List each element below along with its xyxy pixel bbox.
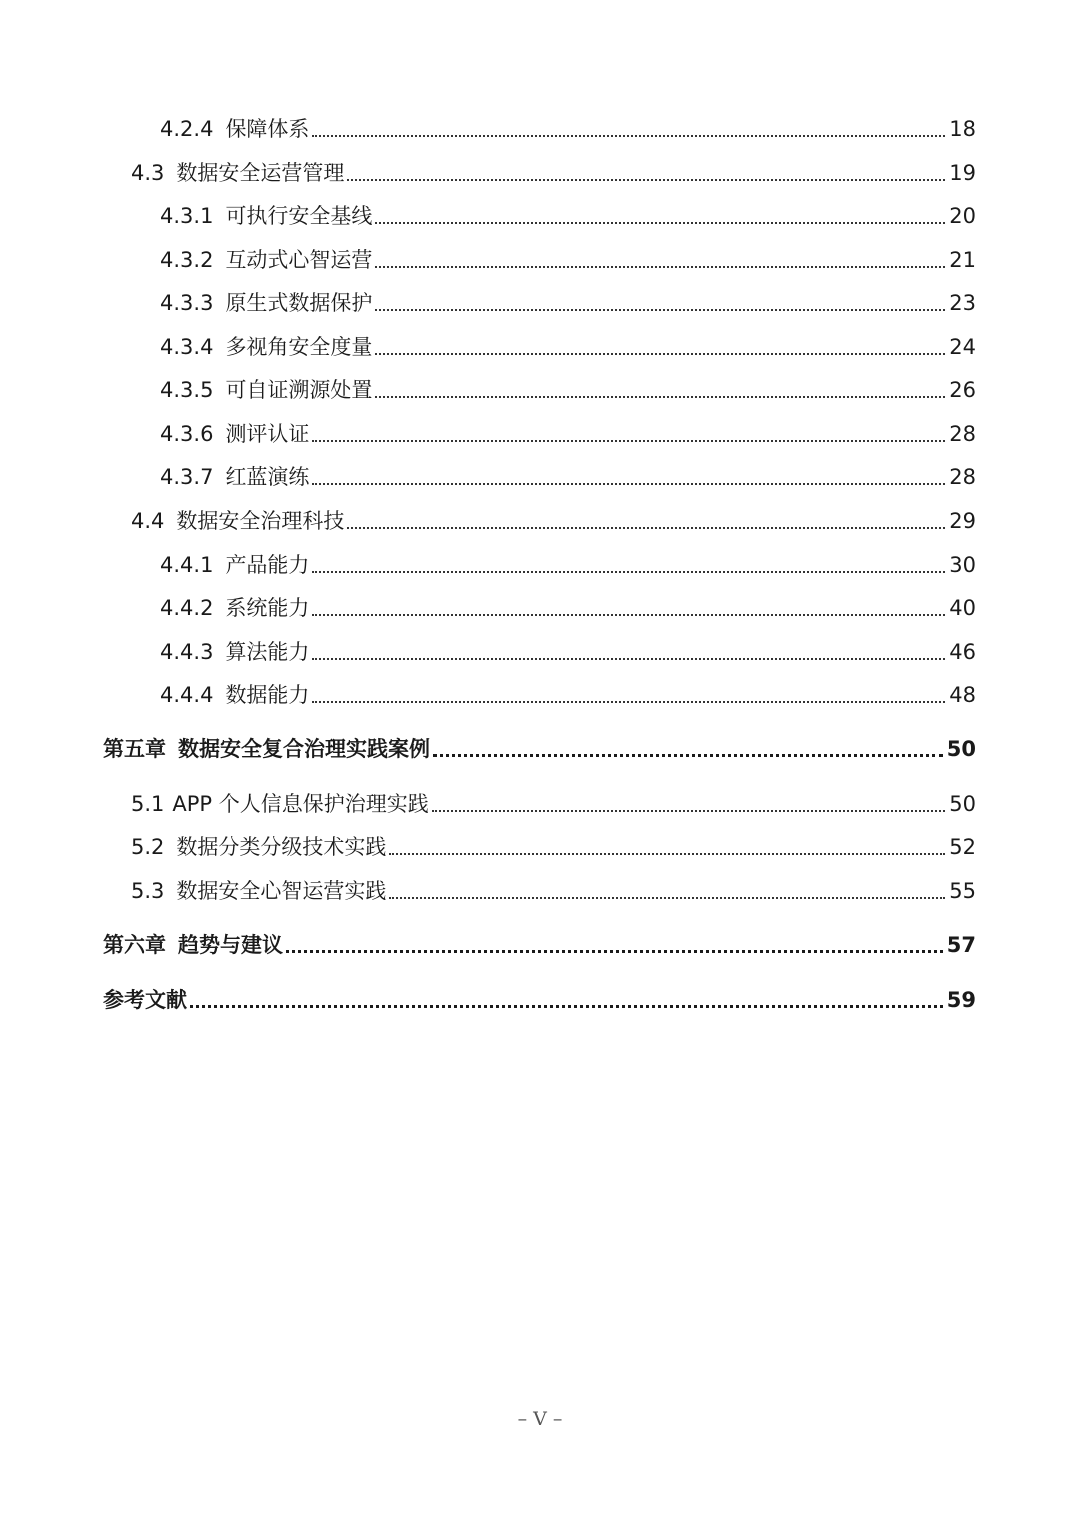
- dot-leader: [375, 201, 945, 231]
- dot-leader: [375, 245, 945, 275]
- toc-entry-title: 数据分类分级技术实践: [176, 835, 387, 859]
- toc-entry-number: 第六章: [103, 933, 166, 957]
- toc-entry-page: 28: [949, 422, 976, 446]
- toc-entry-number: 5.2: [131, 835, 165, 859]
- toc-entry-title: 保障体系: [225, 117, 310, 141]
- toc-entry-chapter-5[interactable]: [103, 734, 976, 764]
- toc-entry-page: 50: [946, 737, 976, 761]
- toc-entry-page: 23: [949, 291, 976, 315]
- dot-leader: [312, 593, 945, 623]
- toc-entry-5-3[interactable]: [131, 876, 976, 906]
- toc-entry-4-3-5[interactable]: [160, 375, 976, 405]
- dot-leader: [389, 876, 945, 906]
- toc-entry-page: 52: [949, 835, 976, 859]
- toc-entry-page: 55: [949, 879, 976, 903]
- toc-entry-page: 28: [949, 465, 976, 489]
- toc-entry-page: 26: [949, 378, 976, 402]
- dot-leader: [375, 375, 945, 405]
- toc-entry-page: 18: [949, 117, 976, 141]
- toc-entry-title: 测评认证: [225, 422, 310, 446]
- toc-entry-4-4-2[interactable]: [160, 593, 976, 623]
- toc-entry-5-2[interactable]: [131, 832, 976, 862]
- toc-entry-number: 4.4.3: [160, 640, 214, 664]
- toc-entry-title: 系统能力: [225, 596, 310, 620]
- dot-leader: [286, 930, 943, 960]
- toc-entry-4-2-4[interactable]: [160, 114, 976, 144]
- toc-entry-number: 4.3.2: [160, 248, 214, 272]
- toc-entry-number: 5.1: [131, 792, 165, 816]
- toc-entry-number: 4.3.1: [160, 204, 214, 228]
- toc-entry-4-3-7[interactable]: [160, 462, 976, 492]
- toc-entry-4-3-6[interactable]: [160, 419, 976, 449]
- toc-entry-title: 可执行安全基线: [225, 204, 373, 228]
- toc-entry-page: 29: [949, 509, 976, 533]
- toc-entry-4-3-3[interactable]: [160, 288, 976, 318]
- toc-entry-title: 趋势与建议: [178, 933, 283, 957]
- toc-entry-page: 50: [949, 792, 976, 816]
- dot-leader: [389, 832, 945, 862]
- toc-entry-title: 参考文献: [103, 988, 187, 1012]
- dot-leader: [432, 789, 945, 819]
- toc-entry-page: 20: [949, 204, 976, 228]
- dot-leader: [433, 734, 943, 764]
- toc-entry-title: APP 个人信息保护治理实践: [172, 792, 429, 816]
- toc-entry-4-3[interactable]: [131, 158, 976, 188]
- toc-entry-title: 产品能力: [225, 553, 310, 577]
- toc-entry-number: 4.3: [131, 161, 165, 185]
- toc-entry-page: 48: [949, 683, 976, 707]
- toc-entry-number: 4.3.6: [160, 422, 214, 446]
- toc-entry-page: 19: [949, 161, 976, 185]
- toc-entry-4-4-3[interactable]: [160, 637, 976, 667]
- toc-entry-title: 互动式心智运营: [225, 248, 373, 272]
- toc-entry-title: 数据安全心智运营实践: [176, 879, 387, 903]
- dot-leader: [312, 680, 945, 710]
- toc-entry-4-3-4[interactable]: [160, 332, 976, 362]
- toc-entry-4-3-2[interactable]: [160, 245, 976, 275]
- toc-entry-title: 数据安全复合治理实践案例: [178, 737, 430, 761]
- toc-entry-title: 数据安全治理科技: [176, 509, 345, 533]
- dot-leader: [312, 114, 945, 144]
- toc-entry-page: 24: [949, 335, 976, 359]
- toc-entry-number: 4.3.5: [160, 378, 214, 402]
- toc-entry-4-4-1[interactable]: [160, 550, 976, 580]
- toc-entry-number: 4.3.4: [160, 335, 214, 359]
- toc-entry-number: 4.2.4: [160, 117, 214, 141]
- toc-entry-page: 30: [949, 553, 976, 577]
- toc-entry-4-3-1[interactable]: [160, 201, 976, 231]
- toc-entry-number: 4.4.2: [160, 596, 214, 620]
- toc-entry-number: 4.4: [131, 509, 165, 533]
- toc-entry-number: 第五章: [103, 737, 166, 761]
- toc-entry-title: 可自证溯源处置: [225, 378, 373, 402]
- toc-entry-page: 57: [946, 933, 976, 957]
- toc-entry-4-4[interactable]: [131, 506, 976, 536]
- page-number: – V –: [517, 1408, 563, 1430]
- toc-entry-references[interactable]: [103, 985, 976, 1015]
- dot-leader: [312, 637, 945, 667]
- toc-entry-title: 数据能力: [225, 683, 310, 707]
- dot-leader: [347, 506, 945, 536]
- dot-leader: [375, 332, 945, 362]
- toc-entry-page: 46: [949, 640, 976, 664]
- toc-entry-number: 4.3.3: [160, 291, 214, 315]
- toc-entry-page: 40: [949, 596, 976, 620]
- toc-entry-page: 59: [946, 988, 976, 1012]
- toc-entry-number: 5.3: [131, 879, 165, 903]
- toc-entry-chapter-6[interactable]: [103, 930, 976, 960]
- dot-leader: [312, 462, 945, 492]
- dot-leader: [190, 985, 943, 1015]
- dot-leader: [375, 288, 945, 318]
- toc-entry-number: 4.4.4: [160, 683, 214, 707]
- toc-entry-title: 数据安全运营管理: [176, 161, 345, 185]
- toc-entry-page: 21: [949, 248, 976, 272]
- toc-entry-number: 4.3.7: [160, 465, 214, 489]
- toc-entry-title: 红蓝演练: [225, 465, 310, 489]
- toc-entry-number: 4.4.1: [160, 553, 214, 577]
- dot-leader: [312, 419, 945, 449]
- dot-leader: [312, 550, 945, 580]
- toc-entry-4-4-4[interactable]: [160, 680, 976, 710]
- dot-leader: [347, 158, 945, 188]
- toc-entry-5-1[interactable]: [131, 789, 976, 819]
- toc-entry-title: 多视角安全度量: [225, 335, 373, 359]
- toc-entry-title: 原生式数据保护: [225, 291, 373, 315]
- toc-entry-title: 算法能力: [225, 640, 310, 664]
